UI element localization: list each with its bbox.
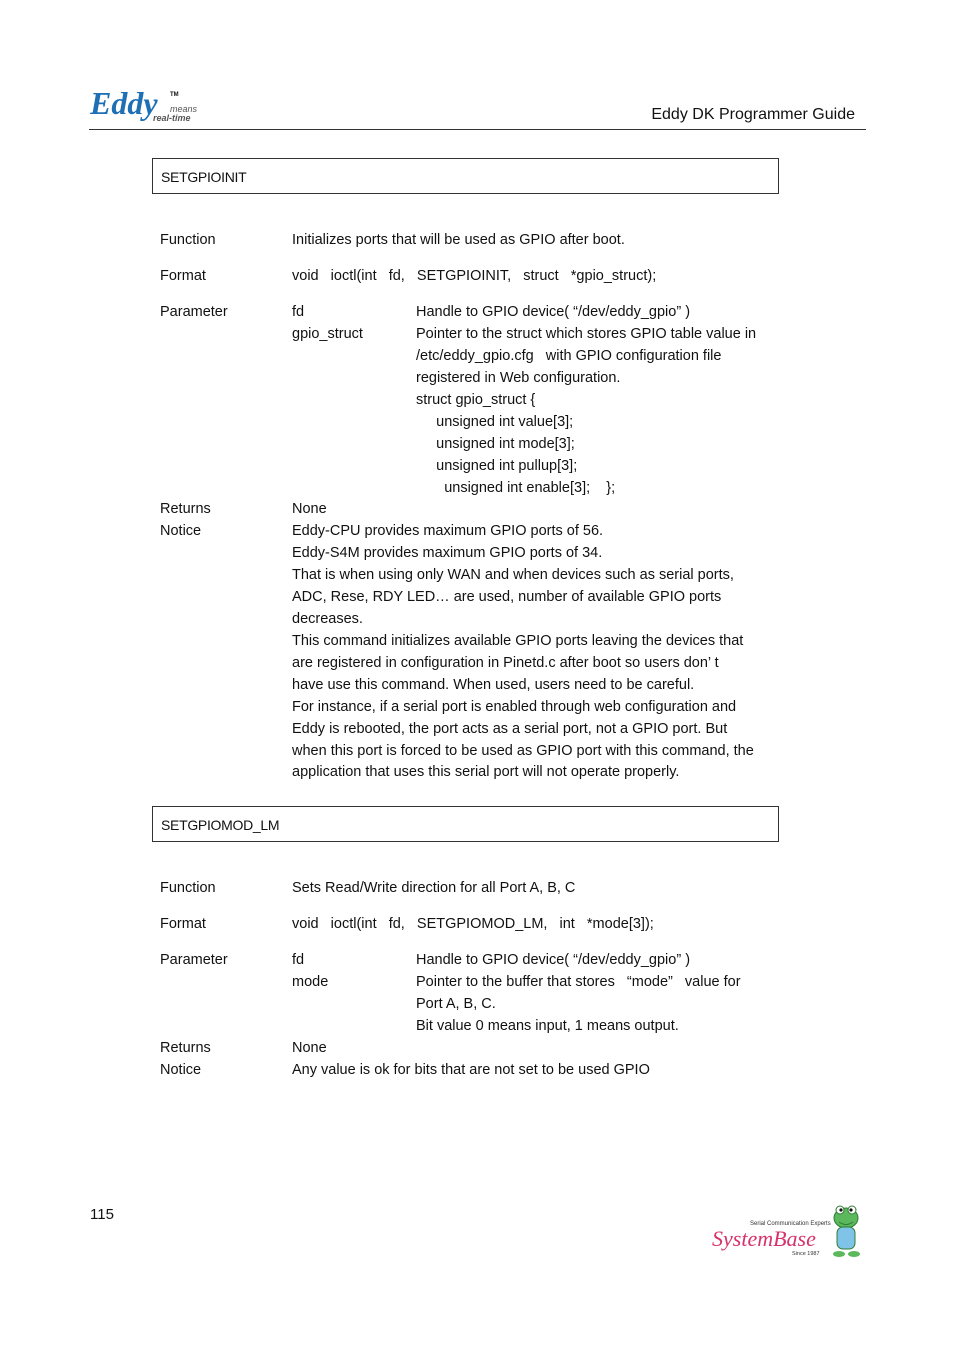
param-desc: Bit value 0 means input, 1 means output. — [416, 1018, 679, 1034]
param-desc: Handle to GPIO device( “/dev/eddy_gpio” ) — [416, 952, 691, 968]
eddy-logo-text: Eddy — [90, 85, 158, 121]
notice-line: Eddy is rebooted, the port acts as a serial port, not a GPIO port. But — [292, 721, 728, 737]
notice-line: Eddy-CPU provides maximum GPIO ports of 56. — [292, 523, 604, 539]
param-desc: unsigned int enable[3]; }; — [416, 480, 616, 496]
header-divider — [89, 129, 866, 130]
param-name: fd — [292, 304, 305, 320]
parameter-label: Parameter — [160, 304, 228, 320]
format-label: Format — [160, 916, 206, 932]
notice-line: Any value is ok for bits that are not set to be used GPIO — [292, 1062, 650, 1078]
notice-line: That is when using only WAN and when devices such as serial ports, — [292, 567, 734, 583]
param-desc: Pointer to the buffer that stores “mode” value for — [416, 974, 741, 990]
notice-line: when this port is forced to be used as GPIO port with this command, the — [292, 743, 754, 759]
notice-label: Notice — [160, 1062, 202, 1078]
systembase-name: SystemBase — [712, 1226, 816, 1251]
systembase-logo — [706, 1200, 866, 1264]
eddy-logo-tagline-1: means — [170, 104, 198, 114]
notice-line: are registered in configuration in Pinetd.c after boot so users don’ t — [292, 655, 719, 671]
param-desc: unsigned int mode[3]; — [416, 436, 575, 452]
param-desc: Handle to GPIO device( “/dev/eddy_gpio” ) — [416, 304, 691, 320]
function-label: Function — [160, 880, 216, 896]
param-desc: Pointer to the struct which stores GPIO table value in — [416, 326, 757, 342]
returns-label: Returns — [160, 1040, 211, 1056]
format-text: void ioctl(int fd, SETGPIOMOD_LM, int *mode[3]); — [292, 916, 654, 932]
eddy-logo — [90, 84, 220, 128]
param-desc: Port A, B, C. — [416, 996, 496, 1012]
frog-mascot-icon — [833, 1206, 860, 1257]
returns-text: None — [292, 1040, 327, 1056]
eddy-logo-tagline-2: real-time — [153, 113, 191, 123]
notice-line: decreases. — [292, 611, 363, 627]
notice-line: have use this command. When used, users need to be careful. — [292, 677, 695, 693]
param-desc: unsigned int value[3]; — [416, 414, 574, 430]
guide-title: Eddy DK Programmer Guide — [651, 106, 855, 123]
notice-label: Notice — [160, 523, 202, 539]
systembase-tagline: Serial Communication Experts — [750, 1221, 831, 1227]
function-text: Sets Read/Write direction for all Port A, B, C — [292, 880, 576, 896]
notice-line: For instance, if a serial port is enabled through web configuration and — [292, 699, 737, 715]
section-title-box-setgpiomod-lm — [152, 806, 779, 842]
notice-line: Eddy-S4M provides maximum GPIO ports of 34. — [292, 545, 603, 561]
notice-line: This command initializes available GPIO ports leaving the devices that — [292, 633, 744, 649]
page-number: 115 — [90, 1206, 114, 1223]
format-label: Format — [160, 268, 206, 284]
param-desc: /etc/eddy_gpio.cfg with GPIO configuration file — [416, 348, 722, 364]
notice-line: ADC, Rese, RDY LED… are used, number of available GPIO ports — [292, 589, 722, 605]
notice-line: application that uses this serial port will not operate properly. — [292, 764, 680, 780]
function-label: Function — [160, 232, 216, 248]
param-name: gpio_struct — [292, 326, 363, 342]
param-name: fd — [292, 952, 305, 968]
eddy-logo-tm: TM — [170, 92, 179, 98]
returns-label: Returns — [160, 501, 211, 517]
returns-text: None — [292, 501, 327, 517]
param-desc: struct gpio_struct { — [416, 392, 536, 408]
function-text: Initializes ports that will be used as GPIO after boot. — [292, 232, 625, 248]
section-title: SETGPIOMOD_LM — [161, 817, 280, 833]
param-name: mode — [292, 974, 329, 990]
section-title: SETGPIOINIT — [161, 169, 247, 185]
systembase-since: Since 1987 — [792, 1251, 820, 1257]
param-desc: registered in Web configuration. — [416, 370, 621, 386]
section-title-box-setgpioinit — [152, 158, 779, 194]
format-text: void ioctl(int fd, SETGPIOINIT, struct *gpio_struct); — [292, 268, 657, 284]
param-desc: unsigned int pullup[3]; — [416, 458, 578, 474]
parameter-label: Parameter — [160, 952, 228, 968]
